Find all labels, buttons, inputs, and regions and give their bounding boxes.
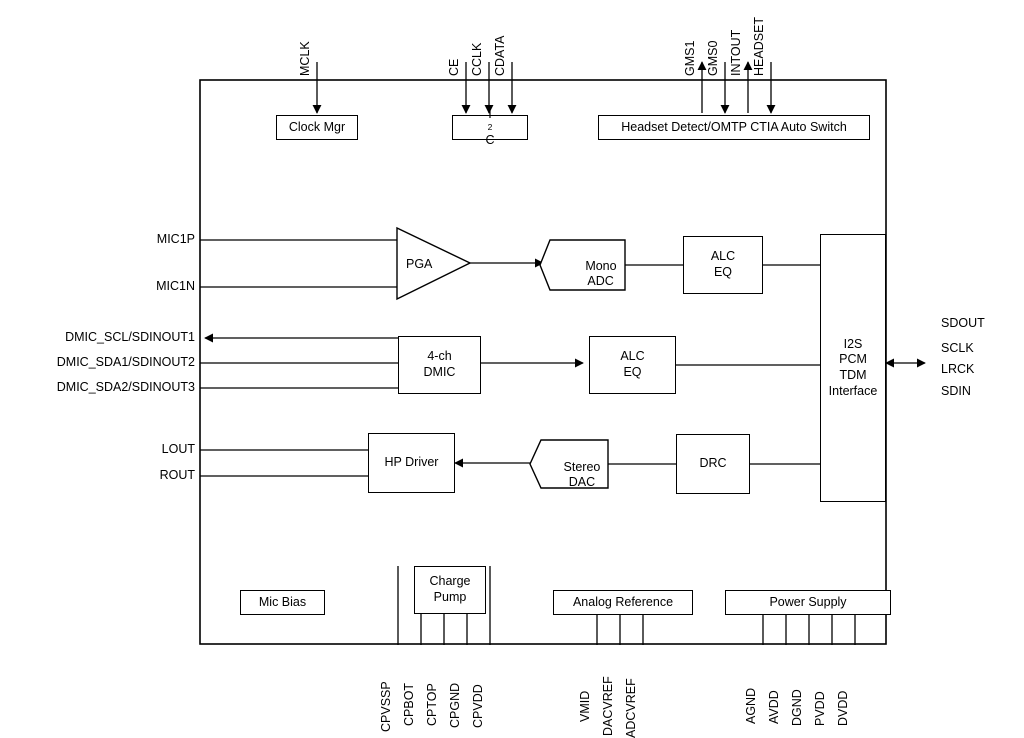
pin-label-lrck: LRCK — [941, 362, 975, 376]
block-digital-interface-line2: PCM — [839, 352, 867, 367]
pin-label-dmic-sda2-sdinout3: DMIC_SDA2/SDINOUT3 — [56, 380, 195, 394]
pin-label-dvdd: DVDD — [836, 690, 850, 726]
block-alc-eq-dmic-line2: EQ — [623, 365, 642, 379]
block-mono-adc-line2: ADC — [587, 273, 614, 288]
pin-label-vmid: VMID — [578, 690, 592, 722]
block-alc-eq-dmic-line1: ALC — [620, 349, 645, 364]
pin-label-cdata: CDATA — [493, 35, 507, 76]
block-dmic-line2: DMIC — [423, 365, 456, 379]
pin-label-mic1n: MIC1N — [156, 279, 195, 293]
block-charge-pump-line1: Charge — [429, 574, 471, 589]
block-stereo-dac-line2: DAC — [568, 474, 596, 489]
block-mic-bias-label: Mic Bias — [258, 594, 307, 609]
pin-label-cpvdd: CPVDD — [471, 684, 485, 728]
pin-label-sclk: SCLK — [941, 341, 974, 355]
block-headset-detect[interactable] — [598, 115, 870, 140]
pin-label-mic1p: MIC1P — [156, 232, 195, 246]
pin-label-headset: HEADSET — [752, 16, 766, 76]
block-alc-eq-adc-line1: ALC — [710, 249, 736, 264]
block-i2c[interactable] — [452, 106, 528, 147]
block-drc[interactable] — [676, 434, 750, 494]
pin-label-cpbot: CPBOT — [402, 682, 416, 726]
block-dmic[interactable] — [398, 336, 481, 394]
pin-label-adcvref: ADCVREF — [624, 678, 638, 738]
pin-label-dmic-scl-sdinout1: DMIC_SCL/SDINOUT1 — [65, 330, 195, 344]
block-stereo-dac-line1: Stereo — [563, 460, 601, 475]
block-clock-mgr-label: Clock Mgr — [288, 119, 346, 134]
block-pga-label: PGA — [406, 257, 433, 271]
pin-label-mclk: MCLK — [298, 41, 312, 76]
block-mono-adc-label — [566, 245, 622, 303]
block-digital-interface-line1: I2S — [843, 336, 863, 351]
block-alc-eq-adc-line2: EQ — [713, 265, 733, 279]
block-power-supply-label: Power Supply — [769, 594, 847, 609]
pin-label-gms1: GMS1 — [683, 40, 697, 76]
block-digital-interface-line4: Interface — [828, 383, 878, 398]
block-hp-driver[interactable] — [368, 433, 455, 493]
block-stereo-dac-label — [548, 446, 602, 504]
block-i2c-label: I 2 C — [485, 106, 495, 147]
pin-label-cclk: CCLK — [470, 42, 484, 76]
block-headset-detect-label: Headset Detect/OMTP CTIA Auto Switch — [621, 119, 847, 134]
pin-label-lout: LOUT — [161, 442, 195, 456]
pin-label-agnd: AGND — [744, 687, 758, 724]
block-alc-eq-dmic[interactable] — [589, 336, 676, 394]
pin-label-gms0: GMS0 — [706, 40, 720, 76]
pin-label-dacvref: DACVREF — [601, 676, 615, 736]
pin-label-sdin: SDIN — [941, 384, 971, 398]
block-power-supply[interactable] — [725, 590, 891, 615]
pin-label-cpvssp: CPVSSP — [379, 681, 393, 732]
pin-label-ce: CE — [447, 58, 461, 76]
block-drc-label: DRC — [699, 456, 727, 471]
pin-label-sdout: SDOUT — [941, 316, 985, 330]
block-dmic-line1: 4-ch — [427, 349, 452, 364]
block-analog-reference[interactable] — [553, 590, 693, 615]
pin-label-cptop: CPTOP — [425, 683, 439, 726]
block-digital-interface-line3: TDM — [839, 368, 867, 382]
block-charge-pump[interactable] — [414, 566, 486, 614]
block-digital-interface[interactable] — [820, 234, 886, 502]
block-clock-mgr[interactable] — [276, 115, 358, 140]
pin-label-dgnd: DGND — [790, 689, 804, 726]
pin-label-intout: INTOUT — [729, 29, 743, 76]
pin-label-pvdd: PVDD — [813, 691, 827, 726]
block-alc-eq-adc[interactable] — [683, 236, 763, 294]
block-mono-adc-line1: Mono — [585, 259, 617, 274]
block-hp-driver-label: HP Driver — [384, 455, 439, 470]
block-charge-pump-line2: Pump — [433, 590, 467, 604]
block-mic-bias[interactable] — [240, 590, 325, 615]
pin-label-avdd: AVDD — [767, 690, 781, 724]
block-analog-reference-label: Analog Reference — [572, 594, 674, 609]
pin-label-cpgnd: CPGND — [448, 682, 462, 728]
pin-label-dmic-sda1-sdinout2: DMIC_SDA1/SDINOUT2 — [56, 355, 195, 369]
pin-label-rout: ROUT — [159, 468, 195, 482]
